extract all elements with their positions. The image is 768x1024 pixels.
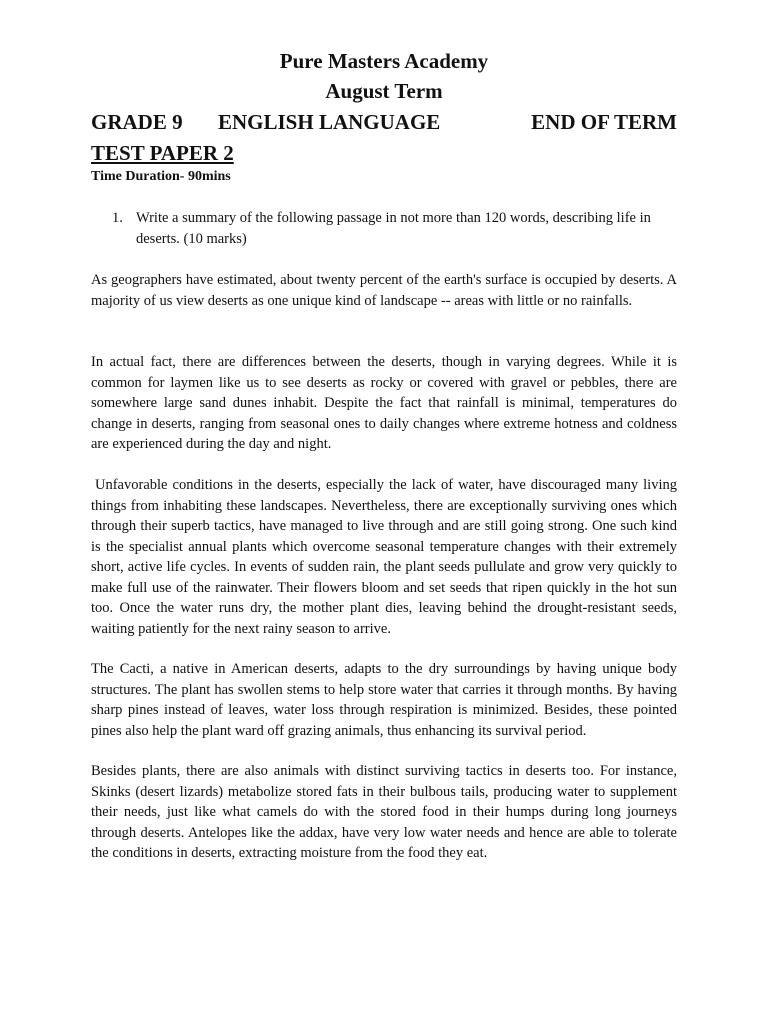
passage-paragraph: Unfavorable conditions in the deserts, especially the lack of water, have discouraged many living things from inhabiting these landscapes. Nevertheless, there are exceptionally surviving ones which through their superb tactics, have managed to live through and are still going strong. One such kind is the specialist annual plants which overcome seasonal temperature changes with their extremely short, active life cycles. In events of sudden rain, the plant seeds pullulate and grow very quickly to make full use of the rainwater. Their flowers bloom and set seeds that ripen quickly in the hot sun too. Once the water runs dry, the mother plant dies, leaving behind the drought-resistant seeds, waiting patiently for the next rainy season to arrive. <box>91 477 677 637</box>
passage-paragraph: Besides plants, there are also animals with distinct surviving tactics in deserts too. For instance, Skinks (desert lizards) metabolize stored fats in their bulbous tails, producing water to supplement their needs, just like what camels do with the stored food in their humps during long journeys through deserts. Antelopes like the addax, have very low water needs and hence are able to tolerate the conditions in deserts, extracting moisture from the food they eat. <box>91 763 677 861</box>
question-item <box>112 208 678 250</box>
question-text: Write a summary of the following passage in not more than 120 words, describing life in deserts. (10 marks) <box>136 210 651 247</box>
grade-label: GRADE 9 <box>91 110 183 134</box>
subject-label: ENGLISH LANGUAGE <box>218 110 441 134</box>
school-name: Pure Masters Academy <box>279 49 489 73</box>
term-title: August Term <box>325 79 443 103</box>
end-of-term-label: END OF TERM <box>531 110 677 134</box>
time-duration: Time Duration- 90mins <box>91 169 231 184</box>
passage-paragraph: The Cacti, a native in American deserts, adapts to the dry surroundings by having unique body structures. The plant has swollen stems to help store water that carries it through months. By having sharp pines instead of leaves, water loss through respiration is minimized. Besides, these pointed pines also help the plant ward off grazing animals, thus enhancing its survival period. <box>91 661 677 739</box>
question-number: 1. <box>112 210 123 226</box>
passage-paragraph: As geographers have estimated, about twenty percent of the earth's surface is occupied by deserts. A majority of us view deserts as one unique kind of landscape -- areas with little or no rainfalls. <box>91 272 677 309</box>
test-paper-label: TEST PAPER 2 <box>91 141 234 165</box>
passage-paragraph: In actual fact, there are differences between the deserts, though in varying degrees. While it is common for laymen like us to see deserts as rocky or covered with gravel or pebbles, there are somewhere large sand dunes inhabit. Despite the fact that rainfall is minimal, temperatures do change in deserts, ranging from seasonal ones to daily changes where extreme hotness and coldness are experienced during the day and night. <box>91 354 677 452</box>
